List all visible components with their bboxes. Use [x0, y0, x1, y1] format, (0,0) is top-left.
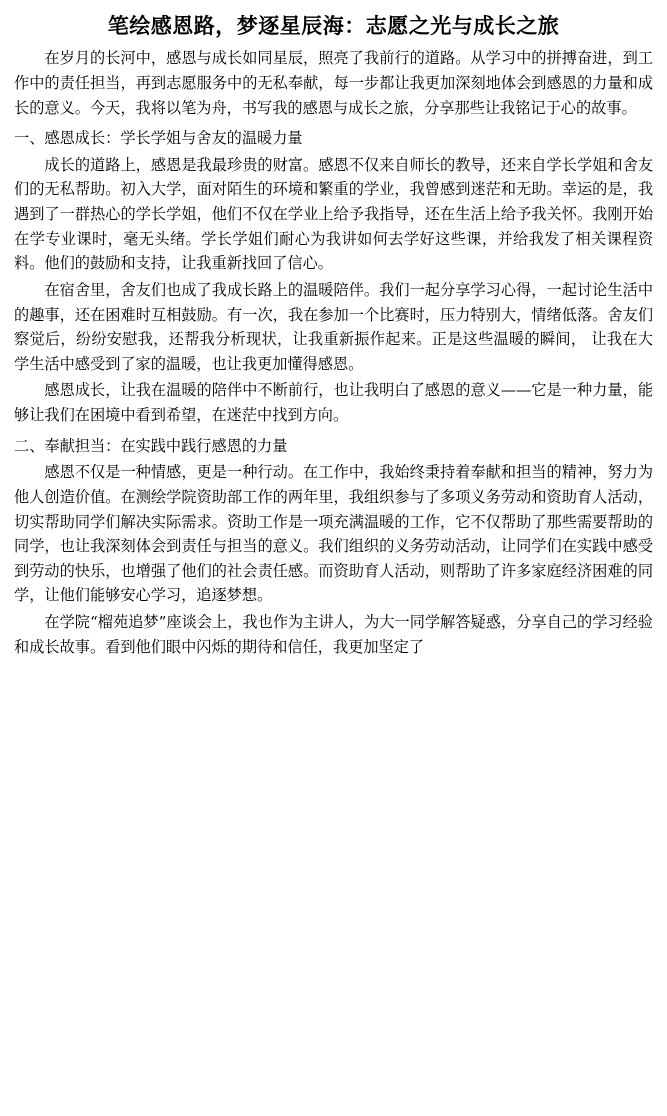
- paragraph-1-2: 在宿舍里，舍友们也成了我成长路上的温暖陪伴。我们一起分享学习心得，一起讨论生活中的趣事，还在困难时互相鼓励。有一次，我在参加一个比赛时，压力特别大，情绪低落。舍友们察觉后，纷纷安慰我，还帮我分析现状，让我重新振作起来。正是这些温暖的瞬间， 让我在大学生活中感受到了家的温暖，也让我更加懂得感恩。: [14, 280, 653, 373]
- document-title: 笔绘感恩路，梦逐星辰海：志愿之光与成长之旅: [107, 13, 560, 38]
- section-heading-1: 一、感恩成长：学长学姐与舍友的温暖力量: [14, 129, 303, 148]
- paragraph-1-3: 感恩成长，让我在温暖的陪伴中不断前行，也让我明白了感恩的意义——它是一种力量，能够让我们在困境中看到希望，在迷茫中找到方向。: [14, 381, 653, 425]
- paragraph-1-1: 成长的道路上，感恩是我最珍贵的财富。感恩不仅来自师长的教导，还来自学长学姐和舍友们的无私帮助。初入大学，面对陌生的环境和繁重的学业，我曾感到迷茫和无助。幸运的是，我遇到了一群热心的学长学姐，他们不仅在学业上给予我指导，还在生活上给予我关怀。我刚开始在学专业课时，毫无头绪。学长学姐们耐心为我讲如何去学好这些课，并给我发了相关课程资料。他们的鼓励和支持，让我重新找回了信心。: [14, 155, 653, 273]
- paragraph-2-2: 在学院“榴苑追梦”座谈会上，我也作为主讲人，为大一同学解答疑惑，分享自己的学习经验和成长故事。看到他们眼中闪烁的期待和信任，我更加坚定了: [14, 613, 653, 656]
- section-heading-2: 二、奉献担当：在实践中践行感恩的力量: [14, 436, 288, 455]
- paragraph-2-1: 感恩不仅是一种情感，更是一种行动。在工作中，我始终秉持着奉献和担当的精神，努力为他人创造价值。在测绘学院资助部工作的两年里，我组织参与了多项义务劳动和资助育人活动，切实帮助同学们解决实际需求。资助工作是一项充满温暖的工作，它不仅帮助了那些需要帮助的同学，也让我深刻体会到责任与担当的意义。我们组织的义务劳动活动，让同学们在实践中感受到劳动的快乐，也增强了他们的社会责任感。而资助育人活动，则帮助了许多家庭经济困难的同学，让他们能够安心学习，追逐梦想。: [14, 463, 653, 605]
- paragraph-intro: 在岁月的长河中，感恩与成长如同星辰，照亮了我前行的道路。从学习中的拼搏奋进，到工作中的责任担当，再到志愿服务中的无私奉献，每一步都让我更加深刻地体会到感恩的力量和成长的意义。今天，我将以笔为舟，书写我的感恩与成长之旅，分享那些让我铭记于心的故事。: [14, 49, 653, 117]
